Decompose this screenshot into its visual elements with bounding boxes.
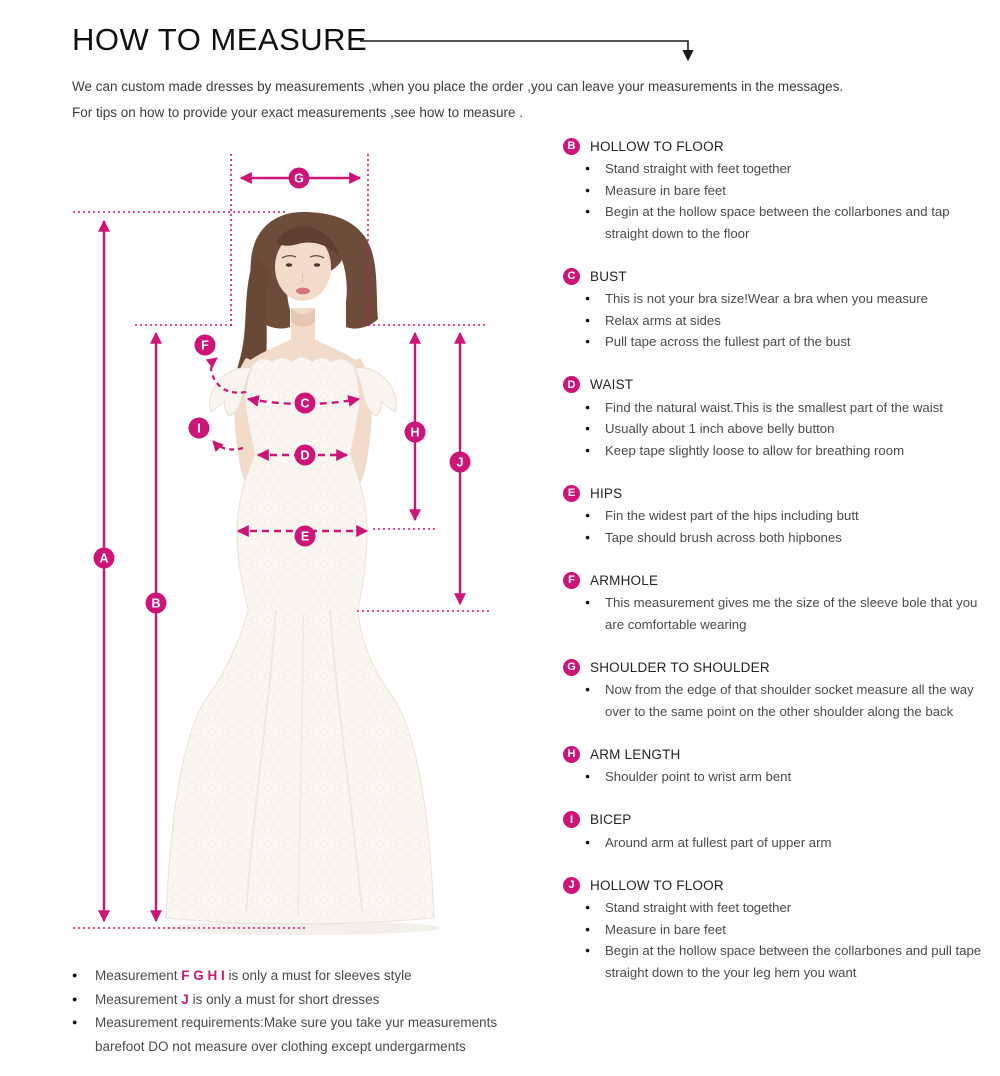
section-title: BICEP xyxy=(590,812,632,827)
svg-text:B: B xyxy=(151,596,161,611)
instruction-item: ● Begin at the hollow space between the collarbones and tap straight down to the floor xyxy=(563,201,987,244)
note-text: is only a must for short dresses xyxy=(188,991,380,1007)
note-item xyxy=(72,964,520,988)
instruction-item: ● Find the natural waist.This is the smallest part of the waist xyxy=(563,397,987,419)
instruction-item: ● Tape should brush across both hipbones xyxy=(563,527,987,549)
letter-badge: F xyxy=(563,572,580,589)
figure-badge-d xyxy=(295,445,316,466)
section-title: BUST xyxy=(590,268,627,284)
letter-badge: G xyxy=(563,659,580,676)
figure-badge-e xyxy=(295,526,316,547)
svg-text:G: G xyxy=(294,171,304,186)
note-text: is only a must for sleeves style xyxy=(224,968,412,983)
figure-badge-j xyxy=(450,452,471,473)
section-bicep xyxy=(563,810,995,854)
section-arm-length xyxy=(563,744,995,788)
instruction-item: ● Relax arms at sides xyxy=(563,310,987,332)
letter-badge: I xyxy=(563,811,580,828)
figure-badge-b xyxy=(146,593,167,614)
measurement-figure xyxy=(40,140,540,970)
instruction-item: ● Pull tape across the fullest part of the bust xyxy=(563,331,987,353)
left-eye xyxy=(286,263,292,266)
section-hips xyxy=(563,483,995,548)
letter-badge: E xyxy=(563,485,580,502)
measurement-notes xyxy=(72,964,520,1058)
letter-badge: J xyxy=(563,877,580,894)
svg-text:J: J xyxy=(456,455,464,470)
svg-text:I: I xyxy=(197,421,201,436)
svg-text:F: F xyxy=(201,338,209,353)
figure-badge-g xyxy=(289,168,310,189)
instruction-item: ● This measurement gives me the size of the sleeve bole that you are comfortable wearing xyxy=(563,592,987,635)
note-text: Measurement requirements:Make sure you take yur measurements barefoot DO not measure over clothing except undergarments xyxy=(95,1015,498,1054)
section-title: SHOULDER TO SHOULDER xyxy=(590,659,770,675)
svg-text:A: A xyxy=(99,551,109,566)
instruction-item: ● Keep tape slightly loose to allow for breathing room xyxy=(563,440,987,462)
section-hollow-to-floor-b xyxy=(563,136,995,244)
figure-badge-c xyxy=(295,393,316,414)
instruction-item: ● Now from the edge of that shoulder socket measure all the way over to the same point on the other shoulder along the back xyxy=(563,679,987,722)
letter-badge: H xyxy=(563,746,580,763)
section-shoulder-to-shoulder xyxy=(563,657,995,722)
letter-badge: B xyxy=(563,138,580,155)
right-eye xyxy=(314,263,320,266)
instruction-item: ● Measure in bare feet xyxy=(563,919,987,941)
section-waist xyxy=(563,375,995,462)
svg-text:H: H xyxy=(410,425,420,440)
instruction-item: ● Stand straight with feet together xyxy=(563,158,987,180)
letter-badge: D xyxy=(563,376,580,393)
title-underline-arrow xyxy=(350,28,700,74)
letter-badge: C xyxy=(563,268,580,285)
svg-text:C: C xyxy=(300,396,310,411)
svg-text:E: E xyxy=(300,529,310,544)
note-text: Measurement xyxy=(95,968,182,983)
section-title: ARMHOLE xyxy=(590,572,659,588)
note-highlight: J xyxy=(181,991,189,1007)
instruction-item: ● Around arm at fullest part of upper arm xyxy=(563,832,987,854)
instruction-item: ● Usually about 1 inch above belly button xyxy=(563,418,987,440)
section-title: HIPS xyxy=(590,485,623,501)
instruction-item: ● Stand straight with feet together xyxy=(563,897,987,919)
note-highlight: F G H I xyxy=(181,968,225,983)
figure-badge-a xyxy=(94,548,115,569)
measurement-sections xyxy=(563,136,995,1005)
section-bust xyxy=(563,266,995,353)
lips xyxy=(296,288,310,295)
section-armhole xyxy=(563,570,995,635)
instruction-item: ● Fin the widest part of the hips including butt xyxy=(563,505,987,527)
instruction-item: ● Begin at the hollow space between the collarbones and pull tape straight down to the your leg hem you want xyxy=(563,940,987,983)
intro-text xyxy=(72,79,972,130)
svg-text:D: D xyxy=(300,448,310,463)
figure-badge-h xyxy=(405,422,426,443)
intro-line-1: We can custom made dresses by measurements ,when you place the order ,you can leave your measurements in the messages. xyxy=(72,79,844,94)
page-title: HOW TO MEASURE xyxy=(72,22,368,57)
note-text: Measurement xyxy=(95,991,182,1007)
intro-line-2: For tips on how to provide your exact measurements ,see how to measure . xyxy=(72,104,523,120)
instruction-item: ● Measure in bare feet xyxy=(563,180,987,202)
section-title: HOLLOW TO FLOOR xyxy=(590,138,724,154)
instruction-item: ● Shoulder point to wrist arm bent xyxy=(563,766,987,788)
section-title: HOLLOW TO FLOOR xyxy=(590,877,724,893)
note-item xyxy=(72,988,520,1012)
instruction-item: ● This is not your bra size!Wear a bra when you measure xyxy=(563,288,987,310)
figure-badge-f xyxy=(195,335,216,356)
section-title: ARM LENGTH xyxy=(590,746,681,762)
model-illustration xyxy=(164,212,440,935)
section-hollow-to-floor-j xyxy=(563,875,995,983)
section-title: WAIST xyxy=(590,377,634,392)
figure-badge-i xyxy=(189,418,210,439)
note-item xyxy=(72,1011,520,1058)
